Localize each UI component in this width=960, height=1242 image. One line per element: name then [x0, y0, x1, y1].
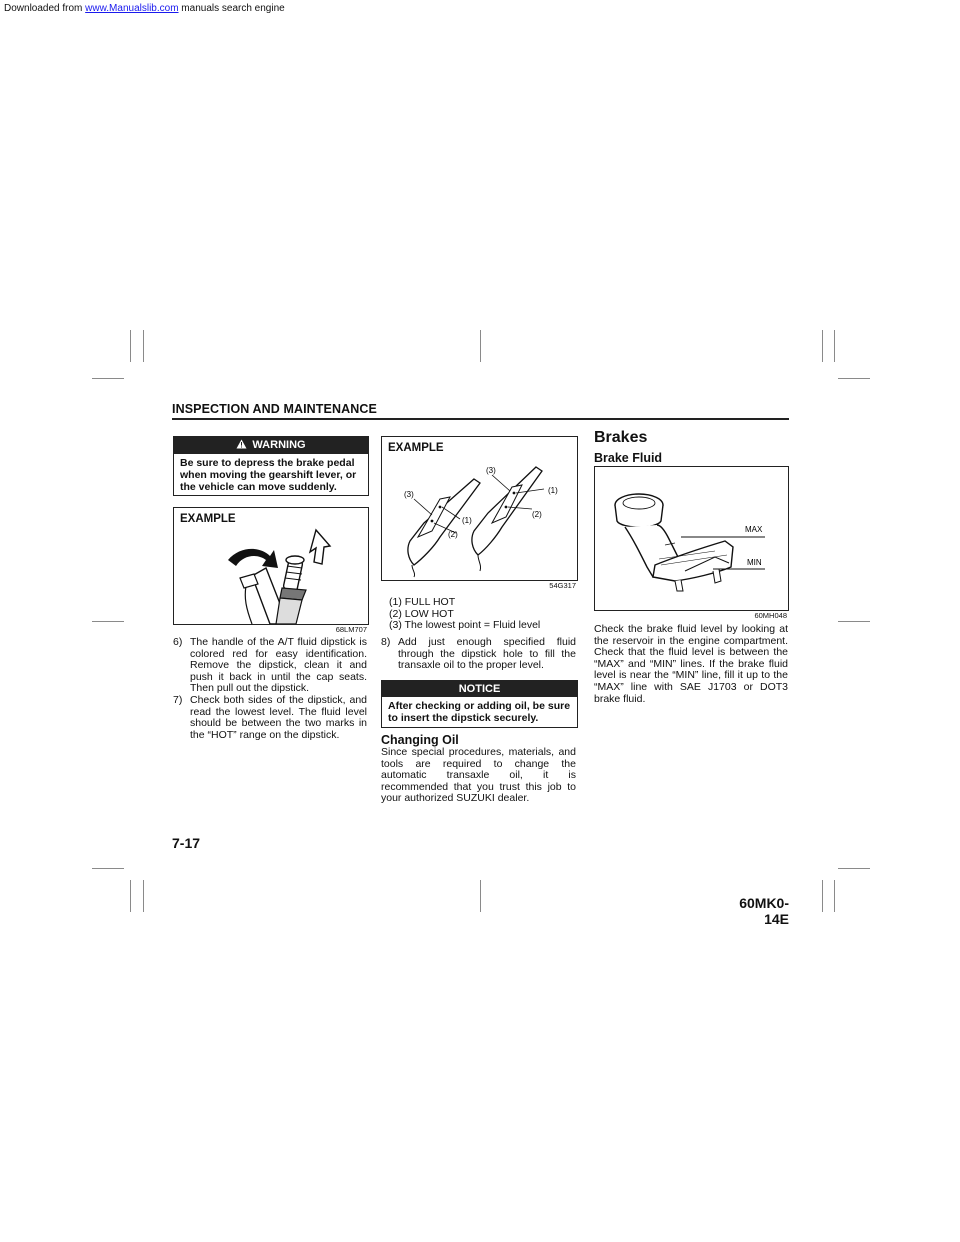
page-number: 7-17	[172, 835, 201, 851]
dipstick-marks-illustration	[382, 437, 577, 580]
brake-fluid-heading: Brake Fluid	[594, 451, 663, 465]
notice-title: NOTICE	[382, 681, 577, 697]
legend-item: (3) The lowest point = Fluid level	[389, 619, 541, 632]
figure1-code: 68LM707	[335, 625, 367, 634]
brake-reservoir-illustration	[595, 467, 788, 610]
callout-2b: (2)	[532, 510, 542, 519]
figure2-example-label: EXAMPLE	[388, 442, 444, 454]
figure-dipstick-handle	[173, 507, 369, 625]
figure2-code: 54G317	[549, 581, 576, 590]
step-7: 7) Check both sides of the dipstick, and read the lowest level. The fluid level should be between the two marks in the “HOT” range on the dipstick.	[173, 693, 367, 741]
section-header: INSPECTION AND MAINTENANCE	[172, 402, 377, 416]
warning-text: Be sure to depress the brake pedal when moving the gearshift lever, or the vehicle can move suddenly.	[180, 457, 357, 493]
callout-1b: (1)	[548, 486, 558, 495]
max-label: MAX	[745, 525, 763, 534]
download-banner: Downloaded from www.Manualslib.com manuals search engine	[4, 3, 285, 14]
changing-oil-heading: Changing Oil	[381, 733, 459, 747]
notice-box	[381, 680, 578, 728]
col1-steps	[173, 637, 367, 741]
figure-example-label: EXAMPLE	[180, 513, 236, 525]
brakes-heading: Brakes	[594, 429, 648, 446]
figure-brake-reservoir	[594, 466, 789, 611]
header-rule	[172, 418, 789, 420]
step-8: 8) Add just enough specified fluid through the dipstick hole to fill the transaxle oil to the proper level.	[381, 636, 576, 672]
min-label: MIN	[747, 558, 762, 567]
notice-text: After checking or adding oil, be sure to insert the dipstick securely.	[388, 700, 571, 724]
dipstick-handle-illustration	[174, 508, 368, 624]
manualslib-link[interactable]: www.Manualslib.com	[85, 3, 179, 14]
figure2-legend	[389, 597, 577, 632]
callout-3a: (3)	[404, 490, 414, 499]
figure-dipstick-marks	[381, 436, 578, 581]
warning-title: WARNING	[252, 439, 306, 451]
legend-item: (2) LOW HOT	[389, 607, 454, 620]
callout-3b: (3)	[486, 466, 496, 475]
warning-triangle-icon	[236, 438, 247, 455]
warning-title-bar	[174, 437, 368, 454]
brake-fluid-text: Check the brake fluid level by looking at the reservoir in the engine compartment. Check that the fluid level is between the “MAX” and “MIN” lines. If the brake fluid level is near the “MIN” line, fill it up to the “MAX” line with SAE J1703 or DOT3 brake fluid.	[594, 623, 788, 705]
callout-2a: (2)	[448, 530, 458, 539]
callout-1a: (1)	[462, 516, 472, 525]
step-6: 6) The handle of the A/T fluid dipstick is colored red for easy identification. Remove the dipstick, clean it and push it back in until the cap seats. Then pull out the dipstick.	[173, 636, 367, 695]
document-code: 60MK0-14E	[739, 895, 789, 927]
warning-box	[173, 436, 369, 496]
changing-oil-text: Since special procedures, materials, and tools are required to change the automatic transaxle oil, it is recommended that you trust this job to your authorized SUZUKI dealer.	[381, 746, 576, 805]
legend-item: (1) FULL HOT	[389, 596, 456, 608]
figure3-code: 60MH048	[754, 611, 787, 620]
